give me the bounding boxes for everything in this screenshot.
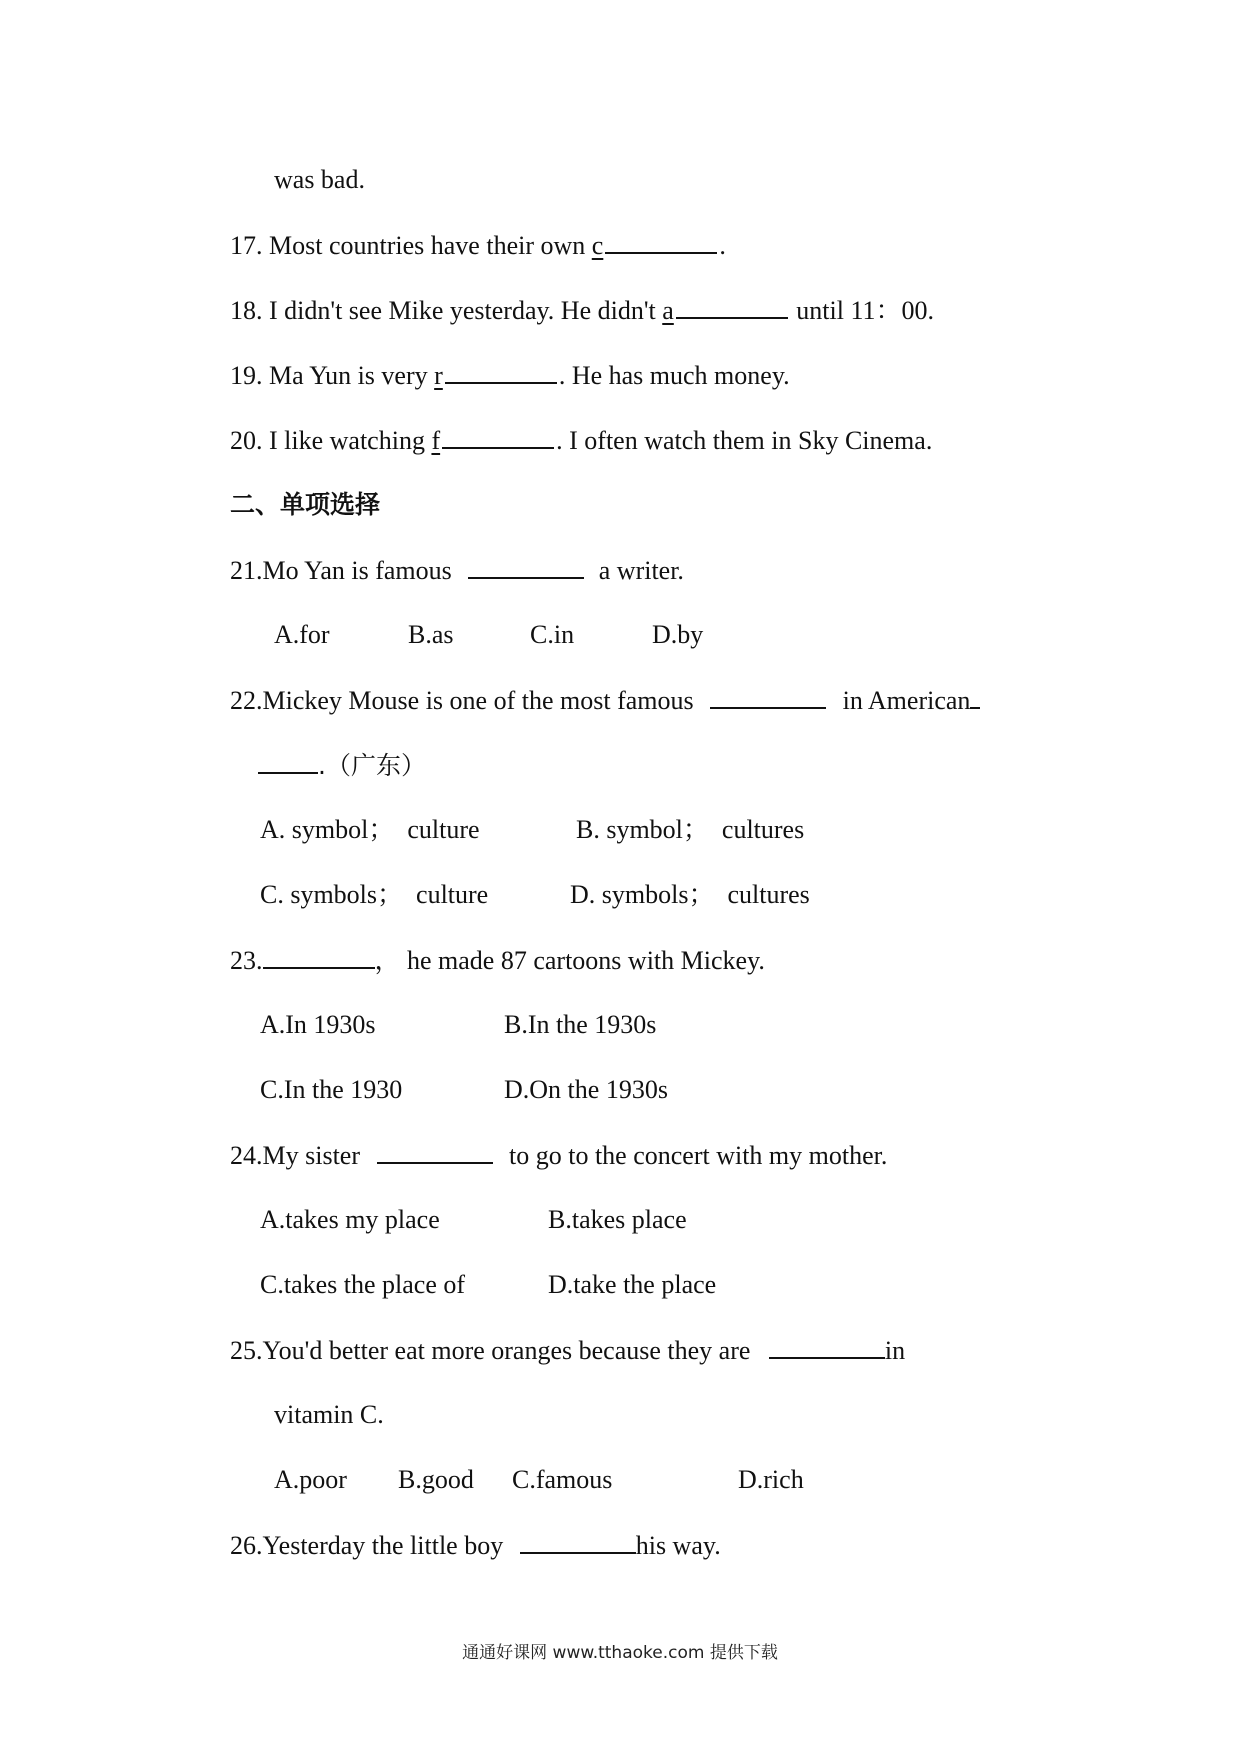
q17-blank[interactable] (605, 230, 717, 254)
q23-option-d[interactable]: D.On the 1930s (504, 1075, 668, 1104)
q22-blank-1[interactable] (710, 685, 826, 709)
section-heading-multiple-choice: 二、单项选择 (230, 490, 381, 519)
q23-option-b[interactable]: B.In the 1930s (504, 1010, 657, 1039)
question-22-line2: .（广东） (258, 750, 426, 781)
q22-option-c[interactable]: C. symbols； culture (260, 880, 489, 909)
q24-option-d[interactable]: D.take the place (548, 1270, 717, 1299)
question-25-line2: vitamin C. (274, 1400, 384, 1429)
q23-blank[interactable] (263, 945, 375, 969)
q23-option-c[interactable]: C.In the 1930 (260, 1075, 403, 1104)
question-20: 20. I like watching f . I often watch them in Sky Cinema. (230, 426, 933, 455)
q22-blank-2[interactable] (258, 750, 318, 774)
q25-option-a[interactable]: A.poor (274, 1465, 347, 1494)
question-25: 25.You'd better eat more oranges because they are in (230, 1336, 906, 1365)
q21-option-a[interactable]: A.for (274, 620, 330, 649)
q24-blank[interactable] (377, 1140, 493, 1164)
page-footer: 通通好课网 www.tthaoke.com 提供下载 (462, 1643, 778, 1663)
q22-blank-2-start (970, 685, 980, 709)
q19-hint-letter: r (434, 361, 443, 390)
q25-option-d[interactable]: D.rich (738, 1465, 804, 1494)
q22-option-a[interactable]: A. symbol； culture (260, 815, 480, 844)
q24-option-b[interactable]: B.takes place (548, 1205, 687, 1234)
question-17: 17. Most countries have their own c . (230, 231, 726, 260)
question-26: 26.Yesterday the little boy his way. (230, 1531, 721, 1560)
q18-blank[interactable] (676, 295, 788, 319)
question-23: 23. ， he made 87 cartoons with Mickey. (230, 946, 765, 975)
q18-hint-letter: a (662, 296, 674, 325)
question-19: 19. Ma Yun is very r . He has much money. (230, 361, 790, 390)
question-22: 22.Mickey Mouse is one of the most famous in American (230, 685, 980, 716)
q24-option-c[interactable]: C.takes the place of (260, 1270, 466, 1299)
question-21: 21.Mo Yan is famous a writer. (230, 556, 684, 585)
q17-hint-letter: c (591, 231, 604, 260)
q26-blank[interactable] (520, 1530, 636, 1554)
q21-option-c[interactable]: C.in (530, 620, 575, 649)
q19-blank[interactable] (445, 360, 557, 384)
q24-option-a[interactable]: A.takes my place (260, 1205, 440, 1234)
q22-option-d[interactable]: D. symbols； cultures (570, 880, 810, 909)
q25-blank[interactable] (769, 1335, 885, 1359)
q21-option-d[interactable]: D.by (652, 620, 704, 649)
q22-option-b[interactable]: B. symbol； cultures (576, 815, 805, 844)
q23-option-a[interactable]: A.In 1930s (260, 1010, 376, 1039)
question-18: 18. I didn't see Mike yesterday. He didn't a until 11：00. (230, 296, 935, 325)
q16-continuation: was bad. (274, 165, 365, 194)
q21-option-b[interactable]: B.as (408, 620, 454, 649)
q20-blank[interactable] (442, 425, 554, 449)
question-24: 24.My sister to go to the concert with my mother. (230, 1141, 888, 1170)
q25-option-c[interactable]: C.famous (512, 1465, 613, 1494)
q21-blank[interactable] (468, 555, 584, 579)
q25-option-b[interactable]: B.good (398, 1465, 474, 1494)
q20-hint-letter: f (431, 426, 441, 455)
